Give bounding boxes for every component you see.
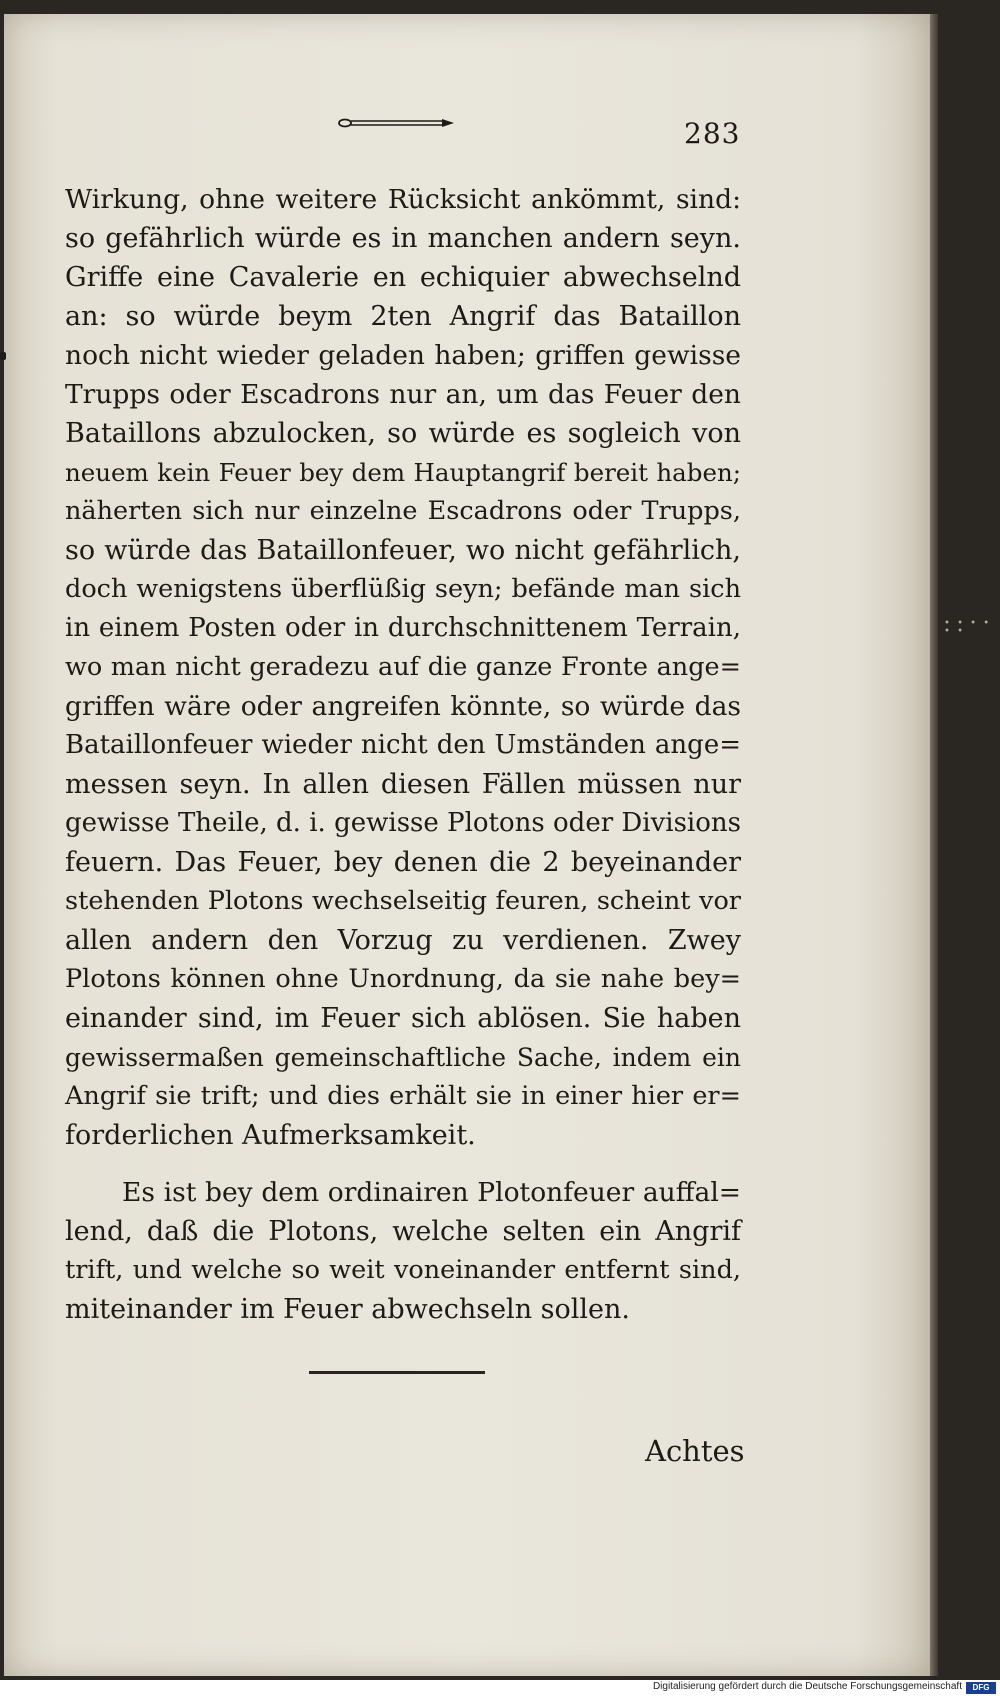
paragraph — [65, 180, 741, 1155]
text-line: Bataillonfeuer wieder nicht den Umständen ange= — [65, 730, 741, 760]
paragraph-gap — [65, 1155, 741, 1173]
paragraph — [65, 1173, 741, 1329]
text-line: Bataillons abzulocken, so würde es sogleich von — [65, 418, 741, 449]
text-line: so gefährlich würde es in manchen andern seyn. — [65, 223, 741, 254]
text-line: neuem kein Feuer bey dem Hauptangrif bereit haben; — [65, 458, 741, 487]
text-line: Angrif sie trift; und dies erhält sie in einer hier er= — [65, 1081, 741, 1111]
text-line: doch wenigstens überflüßig seyn; befände man sich — [65, 574, 741, 604]
text-line: einander sind, im Feuer sich ablösen. Sie haben — [65, 1003, 741, 1034]
text-line: lend, daß die Plotons, welche selten ein Angrif — [65, 1216, 741, 1247]
text-line: miteinander im Feuer abwechseln sollen. — [65, 1294, 630, 1325]
dfg-logo: DFG — [966, 1682, 996, 1694]
text-line: noch nicht wieder geladen haben; griffen gewisse — [65, 340, 741, 371]
edge-marks: • • • • • • — [944, 618, 992, 637]
text-line: trift, und welche so weit voneinander entfernt sind, — [65, 1255, 741, 1285]
text-line: allen andern den Vorzug zu verdienen. Zwey — [65, 925, 741, 956]
text-line: Plotons können ohne Unordnung, da sie nahe bey= — [65, 964, 741, 994]
page-number: 283 — [684, 117, 741, 150]
text-line: Griffe eine Cavalerie en echiquier abwechselnd — [65, 262, 741, 293]
text-line: so würde das Bataillonfeuer, wo nicht gefährlich, — [65, 535, 741, 566]
text-line: gewisse Theile, d. i. gewisse Plotons oder Divisions — [65, 808, 741, 838]
text-line: wo man nicht geradezu auf die ganze Fronte ange= — [65, 652, 741, 682]
text-line: Trupps oder Escadrons nur an, um das Feuer den — [65, 379, 741, 410]
text-line: griffen wäre oder angreifen könnte, so würde das — [65, 691, 741, 722]
text-line: an: so würde beym 2ten Angrif das Bataillon — [65, 301, 741, 332]
section-end-rule — [309, 1371, 485, 1374]
text-line: näherten sich nur einzelne Escadrons oder Trupps, — [65, 496, 741, 526]
page-edge — [930, 14, 938, 1676]
text-line: feuern. Das Feuer, bey denen die 2 beyeinander — [65, 847, 741, 878]
text-line: stehenden Plotons wechselseitig feuren, scheint vor — [65, 886, 741, 916]
text-line: messen seyn. In allen diesen Fällen müssen nur — [65, 769, 741, 800]
text-line: Es ist bey dem ordinairen Plotonfeuer auffal= — [122, 1177, 741, 1208]
text-line: in einem Posten oder in durchschnittenem Terrain, — [65, 613, 741, 643]
text-line: Wirkung, ohne weitere Rücksicht ankömmt, sind: — [65, 184, 741, 215]
footer-bar — [0, 1680, 1000, 1696]
text-line: forderlichen Aufmerksamkeit. — [65, 1120, 476, 1151]
text-line: gewissermaßen gemeinschaftliche Sache, indem ein — [65, 1043, 741, 1072]
footer-credit: Digitalisierung gefördert durch die Deutsche Forschungsgemeinschaft — [652, 1681, 962, 1692]
margin-mark — [0, 352, 6, 360]
header-ornament — [338, 117, 456, 129]
catchword: Achtes — [645, 1434, 745, 1468]
body-text — [65, 180, 741, 1329]
